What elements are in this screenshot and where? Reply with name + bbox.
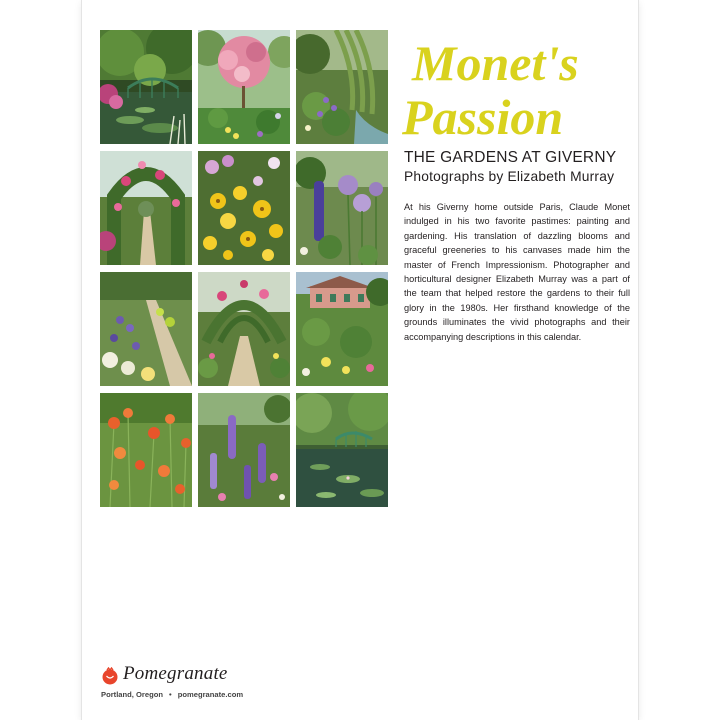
photo-lily-pond bbox=[296, 393, 388, 507]
iris-border-path-image bbox=[100, 272, 192, 386]
photo-grand-allee bbox=[198, 272, 290, 386]
subtitle: THE GARDENS AT GIVERNY bbox=[404, 149, 617, 166]
rose-arch-path-image bbox=[100, 151, 192, 265]
description-paragraph: At his Giverny home outside Paris, Claude Monet indulged in his two favorite pastimes: painting and gardening. His translation of dazzling blooms and graceful greeneries to his canvases made him the master of French Impressionism. Photographer and horticultural designer Elizabeth Murray was a part of the team that helped restore the gardens to their full glory in the 1980s. Her firsthand knowledge of the grounds illuminates the vivid photographs and their accompanying descriptions in this calendar. bbox=[404, 202, 630, 342]
publisher-website[interactable]: pomegranate.com bbox=[177, 690, 244, 699]
calendar-title bbox=[400, 28, 630, 148]
monet-house-garden-image bbox=[296, 272, 388, 386]
pomegranate-logo-icon bbox=[101, 667, 119, 685]
weeping-willow-stream-image bbox=[296, 30, 388, 144]
photo-water-lily-bridge bbox=[100, 30, 192, 144]
photo-iris-path bbox=[100, 272, 192, 386]
photo-poppies bbox=[100, 393, 192, 507]
grande-allee-arches-image bbox=[198, 272, 290, 386]
photo-house-garden bbox=[296, 272, 388, 386]
photo-allium-border bbox=[296, 151, 388, 265]
publisher-footer bbox=[101, 690, 243, 699]
photo-rose-standard bbox=[198, 30, 290, 144]
yellow-flowers-image bbox=[198, 151, 290, 265]
footer-separator: • bbox=[169, 690, 172, 699]
photographer-byline: Photographs by Elizabeth Murray bbox=[404, 169, 615, 184]
lily-pond-bridge-image bbox=[296, 393, 388, 507]
purple-lupines-image bbox=[198, 393, 290, 507]
orange-poppies-image bbox=[100, 393, 192, 507]
publisher-name: Pomegranate bbox=[123, 663, 228, 684]
photo-grid bbox=[100, 30, 390, 508]
title-line-2: Passion bbox=[402, 89, 564, 145]
publisher-location: Portland, Oregon bbox=[101, 690, 164, 699]
photo-lupines bbox=[198, 393, 290, 507]
photo-rose-arch-path bbox=[100, 151, 192, 265]
photo-willow-stream bbox=[296, 30, 388, 144]
title-script bbox=[400, 28, 630, 148]
title-line-1: Monet's bbox=[412, 35, 579, 91]
pink-rose-tree-image bbox=[198, 30, 290, 144]
purple-allium-image bbox=[296, 151, 388, 265]
photo-yellow-flowers bbox=[198, 151, 290, 265]
japanese-bridge-pond-image bbox=[100, 30, 192, 144]
